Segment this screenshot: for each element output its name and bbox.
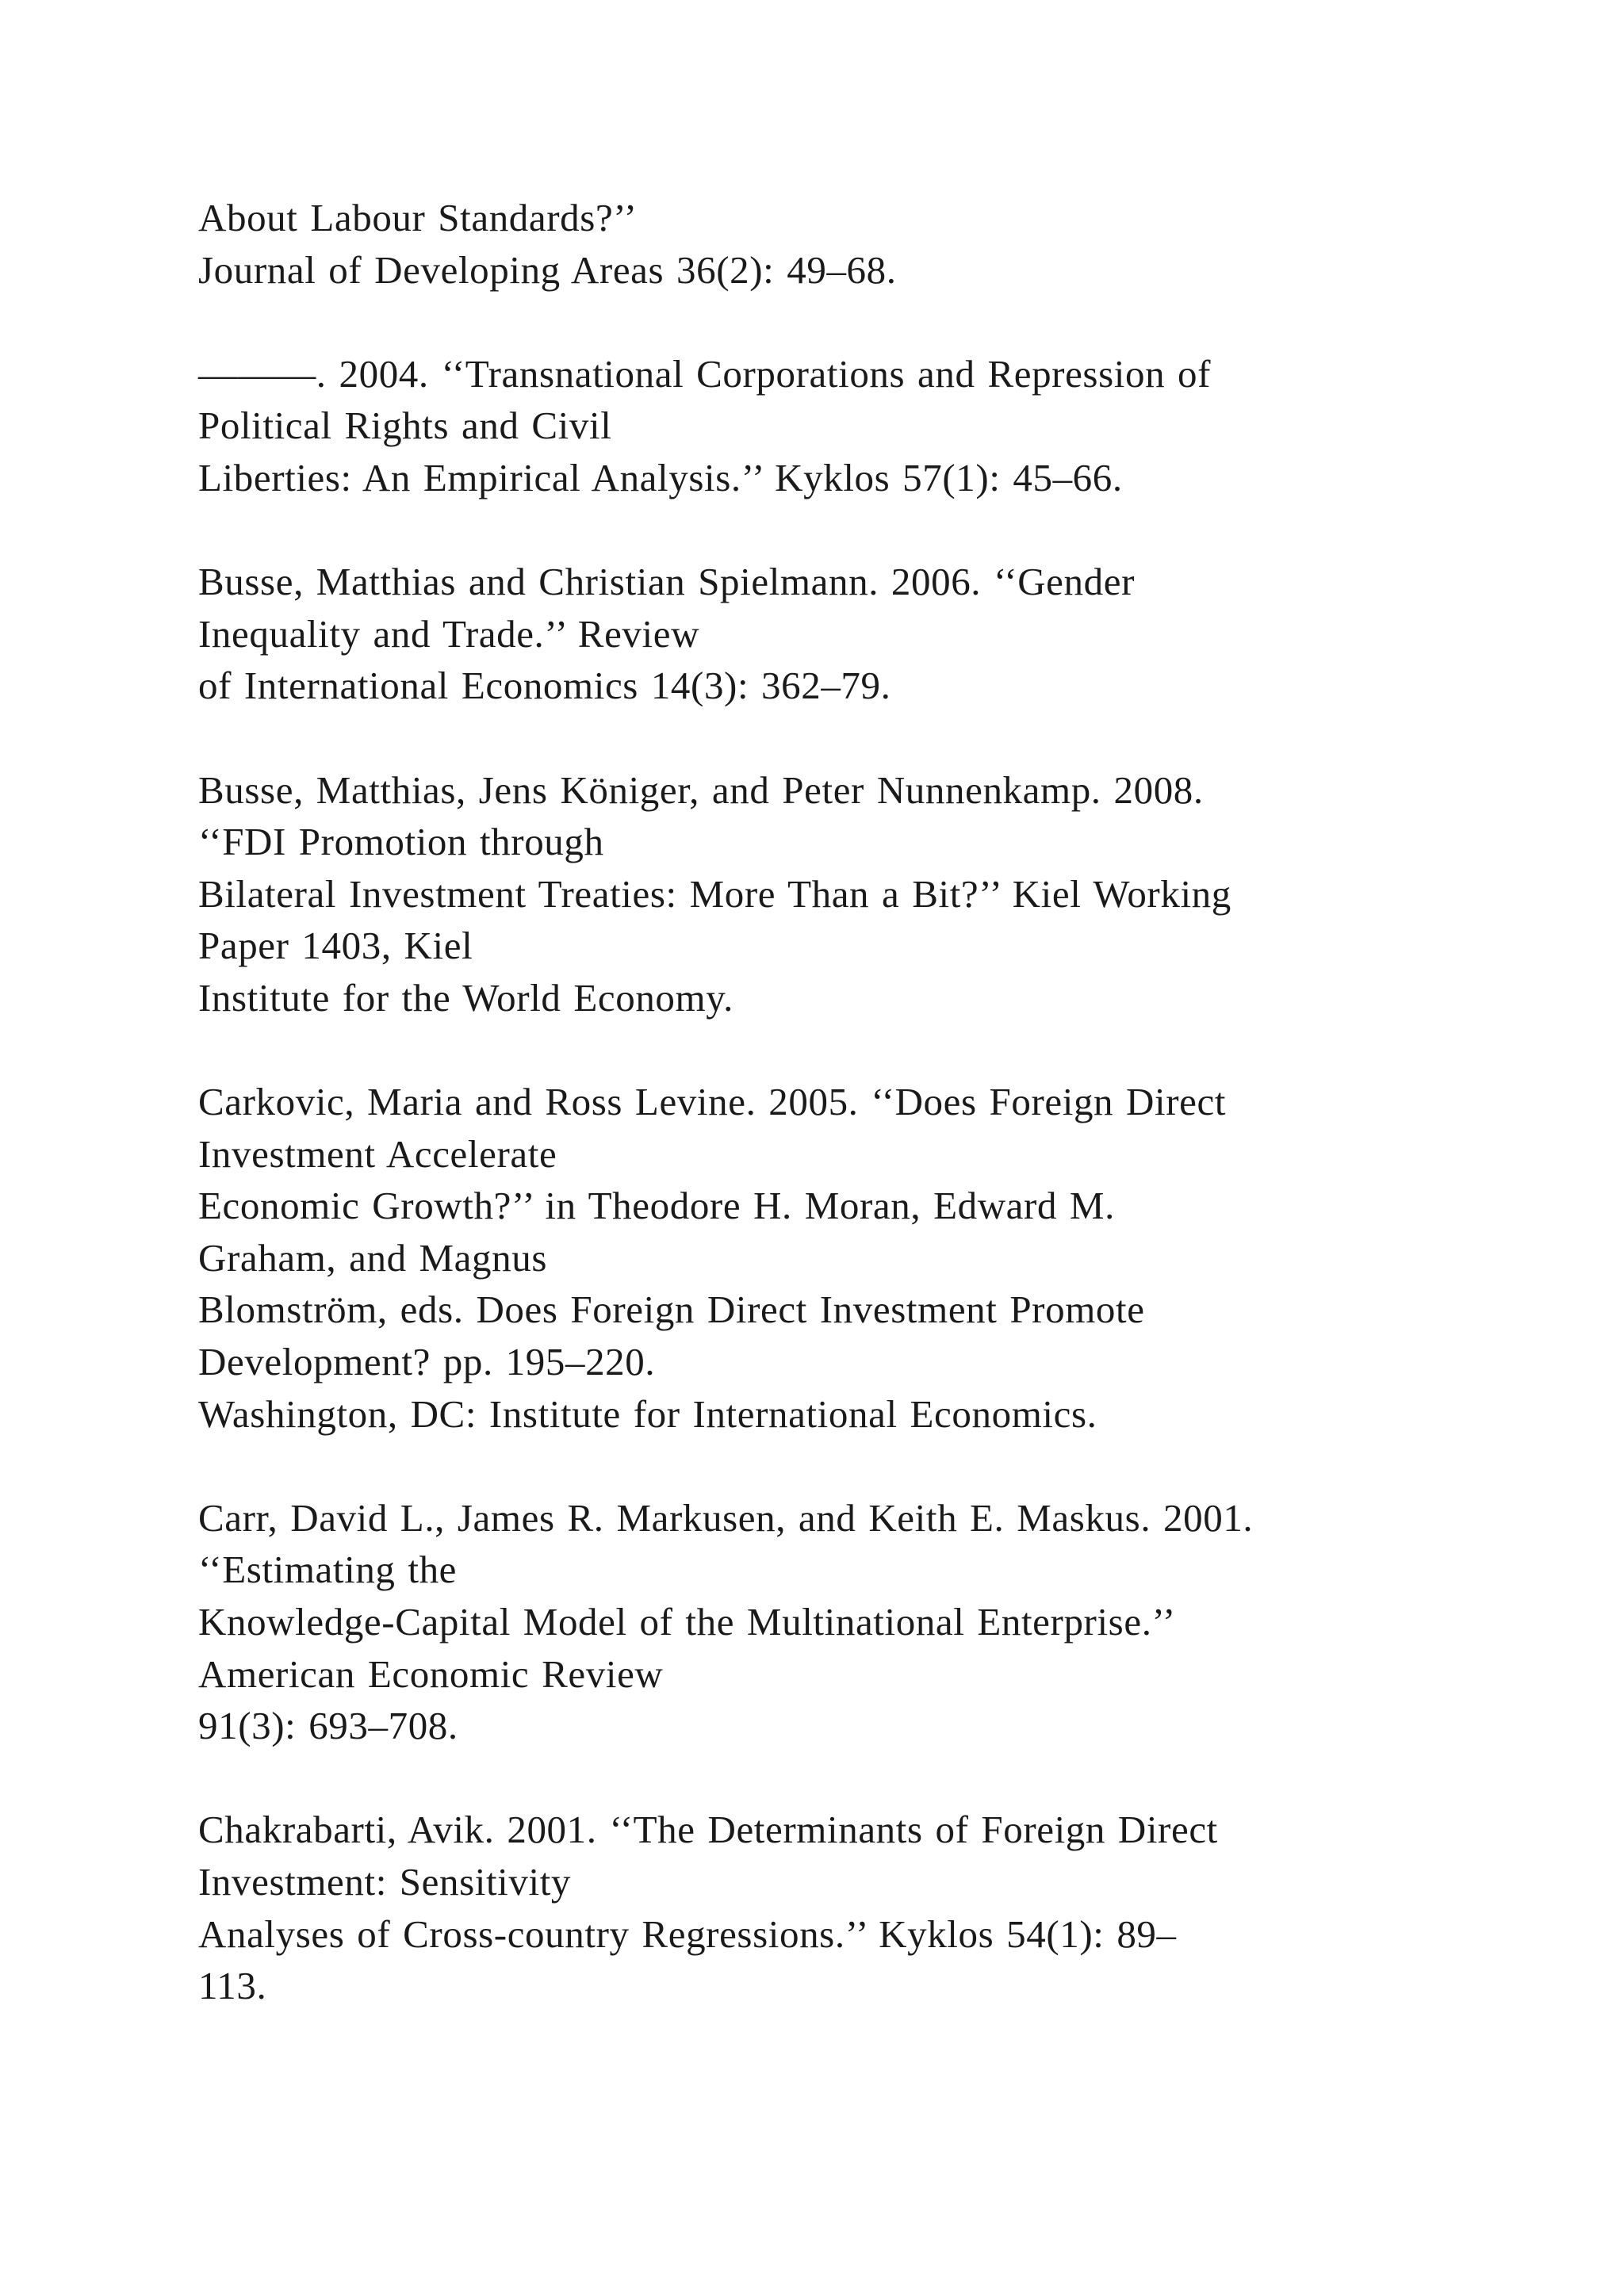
reference-line: Liberties: An Empirical Analysis.’’ Kyklos 57(1): 45–66. bbox=[198, 455, 1123, 499]
reference-line: Analyses of Cross-country Regressions.’’ Kyklos 54(1): 89– bbox=[198, 1911, 1177, 1956]
reference-line: Journal of Developing Areas 36(2): 49–68. bbox=[198, 247, 897, 292]
reference-line: Paper 1403, Kiel bbox=[198, 924, 473, 968]
reference-entry bbox=[198, 1804, 1546, 2011]
reference-line: Economic Growth?’’ in Theodore H. Moran, Edward M. bbox=[198, 1184, 1115, 1228]
reference-line: Institute for the World Economy. bbox=[198, 975, 734, 1020]
reference-line: ‘‘Estimating the bbox=[198, 1548, 458, 1592]
reference-line: Washington, DC: Institute for International Economics. bbox=[198, 1391, 1097, 1436]
reference-entry bbox=[198, 1076, 1546, 1440]
reference-line: Busse, Matthias, Jens Königer, and Peter Nunnenkamp. 2008. bbox=[198, 767, 1204, 812]
reference-line: ‘‘FDI Promotion through bbox=[198, 820, 604, 864]
reference-line: Knowledge-Capital Model of the Multinational Enterprise.’’ bbox=[198, 1600, 1176, 1644]
reference-line: Carr, David L., James R. Markusen, and Keith E. Maskus. 2001. bbox=[198, 1495, 1254, 1540]
reference-entry bbox=[198, 556, 1546, 712]
reference-line: 91(3): 693–708. bbox=[198, 1704, 458, 1748]
reference-line: American Economic Review bbox=[198, 1651, 664, 1696]
reference-line: Graham, and Magnus bbox=[198, 1235, 547, 1280]
reference-line: Busse, Matthias and Christian Spielmann. 2006. ‘‘Gender bbox=[198, 560, 1135, 604]
reference-line: Political Rights and Civil bbox=[198, 404, 612, 448]
reference-list bbox=[198, 192, 1546, 2064]
reference-entry bbox=[198, 764, 1546, 1024]
reference-line: Carkovic, Maria and Ross Levine. 2005. ‘‘Does Foreign Direct bbox=[198, 1080, 1227, 1124]
reference-entry bbox=[198, 1492, 1546, 1752]
reference-entry bbox=[198, 348, 1546, 504]
reference-line: ———. 2004. ‘‘Transnational Corporations and Repression of bbox=[198, 351, 1212, 396]
reference-line: Bilateral Investment Treaties: More Than a Bit?’’ Kiel Working bbox=[198, 871, 1231, 916]
reference-entry bbox=[198, 192, 1546, 296]
reference-line: Development? pp. 195–220. bbox=[198, 1340, 656, 1384]
reference-line: of International Economics 14(3): 362–79. bbox=[198, 664, 891, 708]
reference-line: About Labour Standards?’’ bbox=[198, 196, 638, 239]
reference-line: Chakrabarti, Avik. 2001. ‘‘The Determinants of Foreign Direct bbox=[198, 1808, 1218, 1852]
reference-line: 113. bbox=[198, 1964, 267, 2008]
reference-line: Investment Accelerate bbox=[198, 1131, 557, 1176]
reference-line: Investment: Sensitivity bbox=[198, 1860, 572, 1904]
reference-line: Inequality and Trade.’’ Review bbox=[198, 611, 700, 656]
reference-line: Blomström, eds. Does Foreign Direct Investment Promote bbox=[198, 1288, 1145, 1332]
